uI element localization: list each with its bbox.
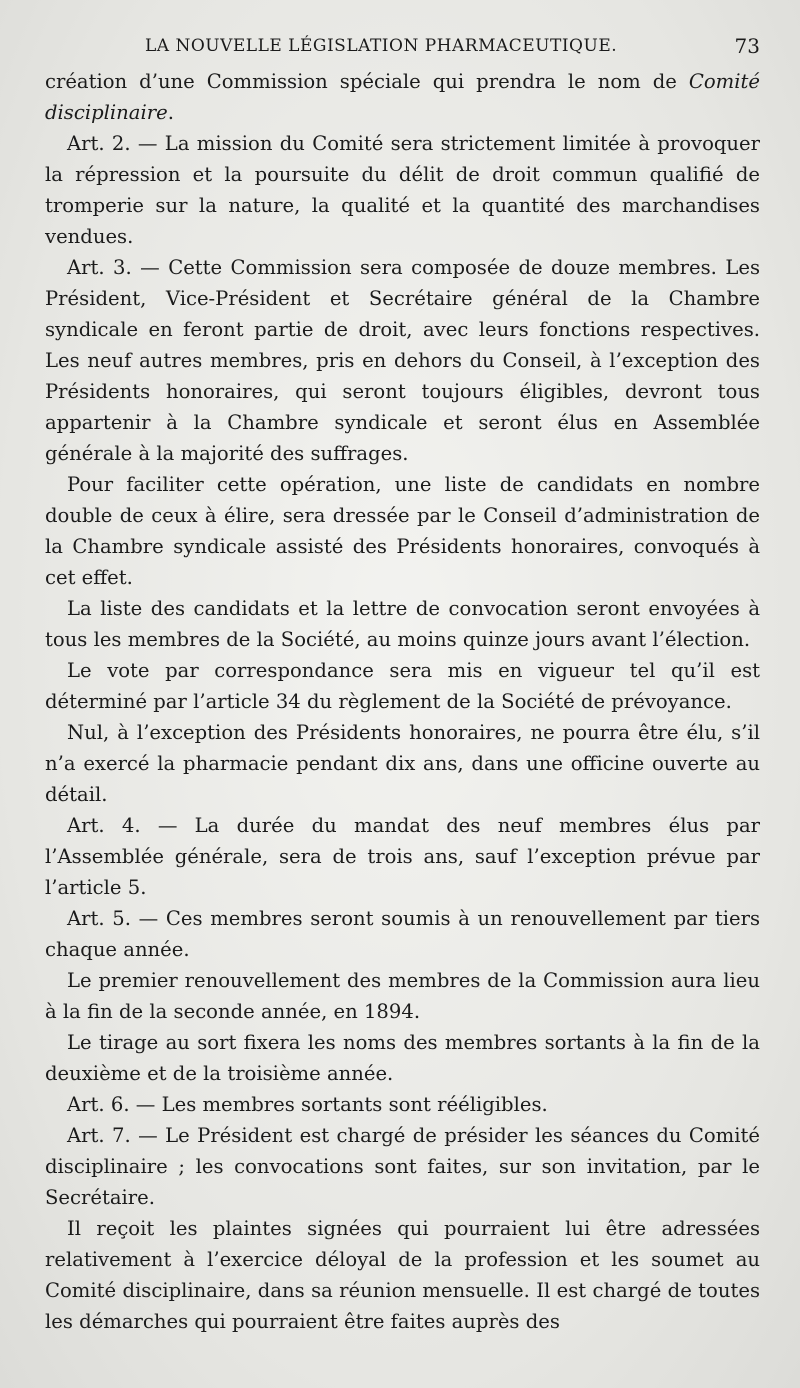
paragraph: Le vote par correspondance sera mis en vigueur tel qu’il est déterminé par l’article 34 du règlement de la Société de prévoyance. [45, 659, 760, 713]
paragraph-art-6: Art. 6. — Les membres sortants sont rééligibles. [67, 1093, 548, 1116]
paragraph-art-5: Art. 5. — Ces membres seront soumis à un renouvellement par tiers chaque année. [45, 907, 760, 961]
paragraph: Pour faciliter cette opération, une liste de candidats en nombre double de ceux à élire, sera dressée par le Conseil d’administration de la Chambre syndicale assisté des Présidents honoraires, convoqués à cet effet. [45, 473, 760, 589]
page-header [45, 30, 760, 66]
paragraph: Le tirage au sort fixera les noms des membres sortants à la fin de la deuxième et de la troisième année. [45, 1031, 760, 1085]
paragraph: Nul, à l’exception des Présidents honoraires, ne pourra être élu, s’il n’a exercé la pharmacie pendant dix ans, dans une officine ouverte au détail. [45, 721, 760, 806]
paragraph: création d’une Commission spéciale qui prendra le nom de Comité disciplinaire. [45, 70, 760, 124]
paragraph: La liste des candidats et la lettre de convocation seront envoyées à tous les membres de la Société, au moins quinze jours avant l’élection. [45, 597, 760, 651]
paragraph: Il reçoit les plaintes signées qui pourraient lui être adressées relativement à l’exercice déloyal de la profession et les soumet au Comité disciplinaire, dans sa réunion mensuelle. Il est chargé de toutes les démarches qui pourraient être faites auprès des [45, 1217, 760, 1333]
running-title: LA NOUVELLE LÉGISLATION PHARMACEUTIQUE. [145, 36, 618, 56]
paragraph: Le premier renouvellement des membres de la Commission aura lieu à la fin de la seconde année, en 1894. [45, 969, 760, 1023]
paragraph-art-7: Art. 7. — Le Président est chargé de présider les séances du Comité disciplinaire ; les convocations sont faites, sur son invitation, par le Secrétaire. [45, 1124, 760, 1209]
paragraph-art-4: Art. 4. — La durée du mandat des neuf membres élus par l’Assemblée générale, sera de trois ans, sauf l’exception prévue par l’article 5. [45, 814, 760, 899]
page-number: 73 [734, 34, 760, 58]
body-text [45, 66, 760, 1337]
paragraph-art-3: Art. 3. — Cette Commission sera composée de douze membres. Les Président, Vice-Président et Secrétaire général de la Chambre syndicale en feront partie de droit, avec leurs fonctions respectives. Les neuf autres membres, pris en dehors du Conseil, à l’exception des Présidents honoraires, qui seront toujours éligibles, devront tous appartenir à la Chambre syndicale et seront élus en Assemblée générale à la majorité des suffrages. [45, 256, 760, 465]
paragraph-art-2: Art. 2. — La mission du Comité sera strictement limitée à provoquer la répression et la poursuite du délit de droit commun qualifié de tromperie sur la nature, la qualité et la quantité des marchandises vendues. [45, 132, 760, 248]
